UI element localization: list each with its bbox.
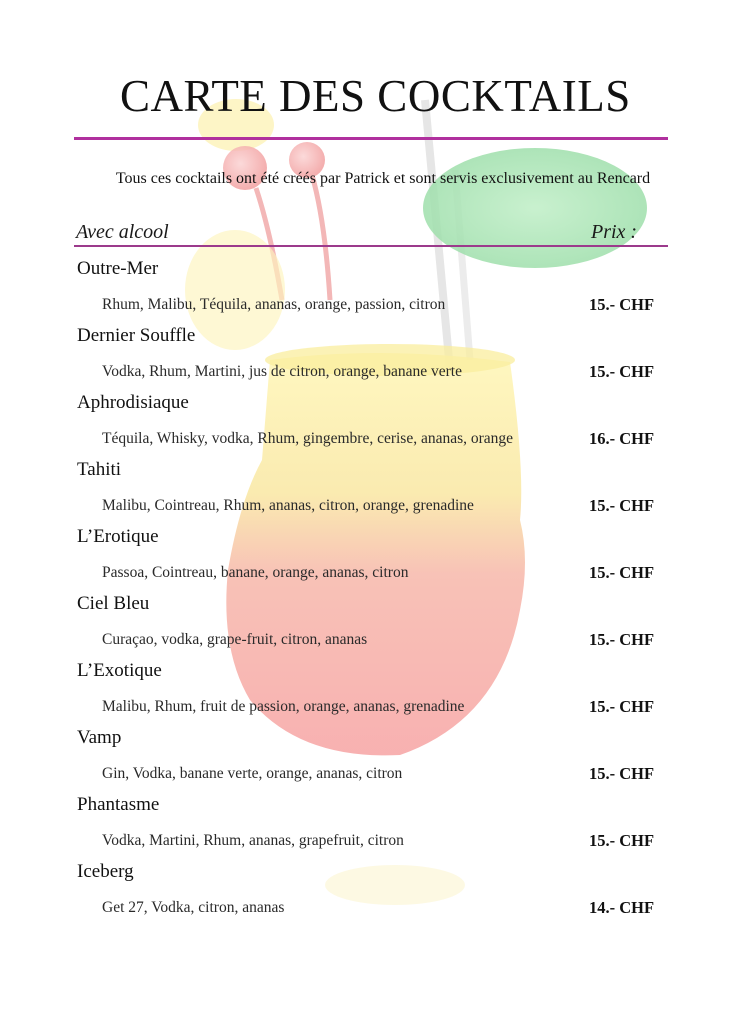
cocktail-price: 15.- CHF [589,697,655,716]
section-heading-alcohol: Avec alcool [76,221,169,243]
cocktail-item-dernier-souffle [0,325,748,392]
cocktail-list [0,258,748,928]
cocktail-item-phantasme [0,794,748,861]
cocktail-ingredients: Rhum, Malibu, Téquila, ananas, orange, passion, citron [102,296,446,313]
cocktail-name: Tahiti [77,459,122,480]
cocktail-ingredients: Curaçao, vodka, grape-fruit, citron, ananas [102,631,368,648]
cocktail-ingredients: Vodka, Rhum, Martini, jus de citron, orange, banane verte [102,363,462,380]
cocktail-name: Dernier Souffle [77,325,196,346]
cocktail-ingredients: Gin, Vodka, banane verte, orange, ananas, citron [102,765,403,782]
cocktail-price: 15.- CHF [589,831,655,850]
cocktail-name: Vamp [77,727,122,748]
cocktail-price: 16.- CHF [589,429,655,448]
cocktail-item-exotique [0,660,748,727]
title-divider [74,137,668,140]
cocktail-item-aphrodisiaque [0,392,748,459]
cocktail-name: Iceberg [77,861,134,882]
cocktail-item-erotique [0,526,748,593]
cocktail-price: 15.- CHF [589,563,655,582]
cocktail-ingredients: Téquila, Whisky, vodka, Rhum, gingembre, cerise, ananas, orange [102,430,514,447]
cocktail-item-iceberg [0,861,748,928]
cocktail-ingredients: Malibu, Cointreau, Rhum, ananas, citron, orange, grenadine [102,497,474,514]
cocktail-name: Outre-Mer [77,258,159,279]
cocktail-name: Phantasme [77,794,160,815]
cocktail-price: 15.- CHF [589,496,655,515]
cocktail-price: 15.- CHF [589,295,655,314]
cocktail-price: 15.- CHF [589,362,655,381]
cocktail-item-vamp [0,727,748,794]
section-divider [74,245,668,247]
cocktail-price: 15.- CHF [589,764,655,783]
cocktail-item-tahiti [0,459,748,526]
page-title: CARTE DES COCKTAILS [120,71,631,121]
intro-text: Tous ces cocktails ont été créés par Patrick et sont servis exclusivement au Rencard [115,170,651,187]
cocktail-name: Aphrodisiaque [77,392,189,413]
cocktail-item-ciel-bleu [0,593,748,660]
cocktail-ingredients: Passoa, Cointreau, banane, orange, ananas, citron [102,564,409,581]
cocktail-name: L’Exotique [77,660,162,681]
cocktail-name: L’Erotique [77,526,159,547]
cocktail-ingredients: Malibu, Rhum, fruit de passion, orange, ananas, grenadine [102,698,465,715]
cocktail-ingredients: Vodka, Martini, Rhum, ananas, grapefruit, citron [102,832,404,849]
cocktail-name: Ciel Bleu [77,593,150,614]
cocktail-ingredients: Get 27, Vodka, citron, ananas [102,899,285,916]
cocktail-price: 15.- CHF [589,630,655,649]
cocktail-item-outre-mer [0,258,748,325]
cocktail-price: 14.- CHF [589,898,655,917]
price-column-heading: Prix : [591,221,638,243]
